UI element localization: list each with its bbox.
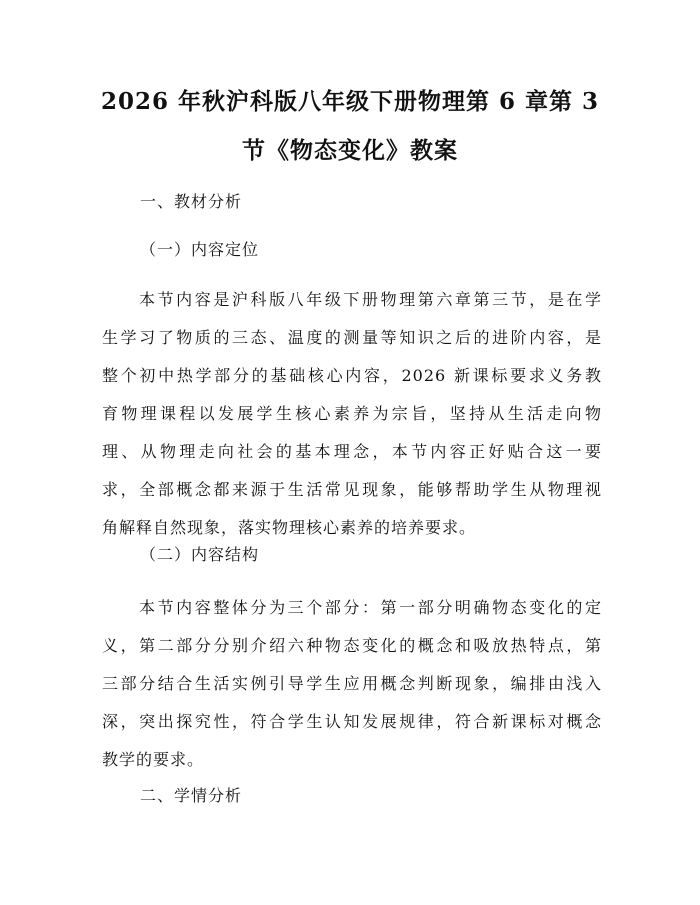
paragraph-line: 本节内容整体分为三个部分：第一部分明确物态变化的定 <box>139 598 602 617</box>
section-heading-textbook-analysis: 一、教材分析 <box>140 192 243 211</box>
paragraph-line: 理、从物理走向社会的基本理念，本节内容正好贴合这一要 <box>102 442 602 461</box>
paragraph-line: 深，突出探究性，符合学生认知发展规律，符合新课标对概念 <box>102 712 602 731</box>
paragraph-content-structure <box>102 596 602 786</box>
paragraph-line: 育物理课程以发展学生核心素养为宗旨，坚持从生活走向物 <box>102 404 602 423</box>
subsection-heading-content-structure: （二）内容结构 <box>140 545 260 564</box>
paragraph-line: 本节内容是沪科版八年级下册物理第六章第三节，是在学 <box>139 290 602 309</box>
paragraph-line: 角解释自然现象，落实物理核心素养的培养要求。 <box>102 518 477 537</box>
paragraph-line: 义，第二部分分别介绍六种物态变化的概念和吸放热特点，第 <box>102 636 602 655</box>
paragraph-line: 整个初中热学部分的基础核心内容，2026 新课标要求义务教 <box>102 366 602 385</box>
subsection-heading-content-positioning: （一）内容定位 <box>140 240 260 259</box>
paragraph-line: 教学的要求。 <box>102 750 205 769</box>
document-title-line-2: 节《物态变化》教案 <box>242 137 458 164</box>
paragraph-content-positioning <box>102 288 602 554</box>
paragraph-line: 生学习了物质的三态、温度的测量等知识之后的进阶内容，是 <box>102 328 602 347</box>
paragraph-line: 三部分结合生活实例引导学生应用概念判断现象，编排由浅入 <box>102 674 602 693</box>
section-heading-student-analysis: 二、学情分析 <box>140 786 243 805</box>
paragraph-line: 求，全部概念都来源于生活常见现象，能够帮助学生从物理视 <box>102 480 602 499</box>
document-title-line-1: 2026 年秋沪科版八年级下册物理第 6 章第 3 <box>100 88 600 115</box>
